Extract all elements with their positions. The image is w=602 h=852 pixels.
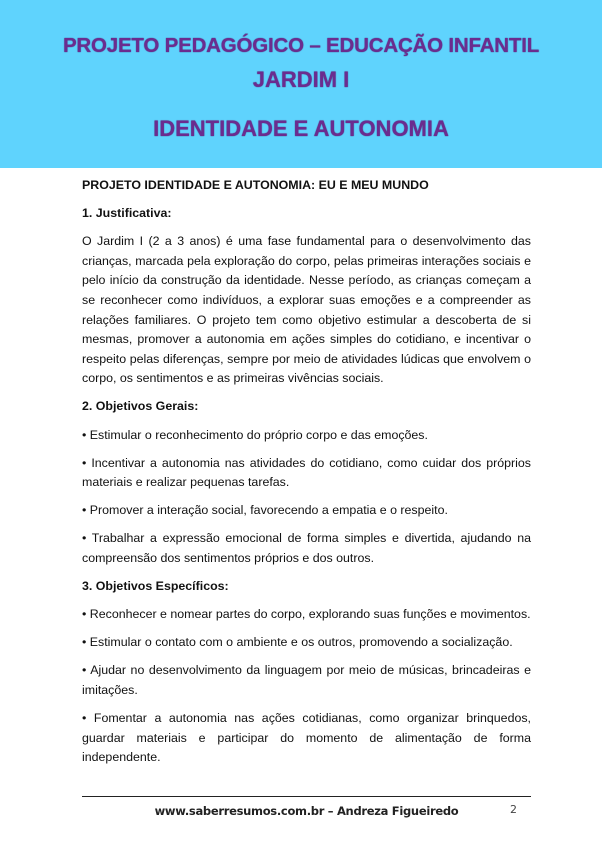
project-title: PROJETO IDENTIDADE E AUTONOMIA: EU E MEU MUNDO [82, 178, 429, 192]
page-number: 2 [510, 803, 517, 816]
list-item: • Trabalhar a expressão emocional de forma simples e divertida, ajudando na compreensão dos sentimentos próprios e dos outros. [82, 531, 531, 565]
list-item: • Incentivar a autonomia nas atividades do cotidiano, como cuidar dos próprios materiais e realizar pequenas tarefas. [82, 455, 531, 490]
section-heading-objetivos-gerais: 2. Objetivos Gerais: [82, 399, 199, 414]
banner-title: PROJETO PEDAGÓGICO – EDUCAÇÃO INFANTIL [62, 34, 540, 57]
list-item: • Ajudar no desenvolvimento da linguagem por meio de músicas, brincadeiras e imitações. [82, 663, 531, 697]
document-body [82, 176, 531, 776]
header-banner [0, 0, 602, 168]
list-item: • Fomentar a autonomia nas ações cotidianas, como organizar brinquedos, guardar materiais e participar do momento de alimentação de forma independente. [82, 711, 531, 765]
footer-text: www.saberresumos.com.br – Andreza Figueiredo [154, 804, 459, 818]
list-item: • Estimular o contato com o ambiente e os outros, promovendo a socialização. [82, 635, 513, 650]
banner-level: JARDIM I [252, 67, 350, 92]
list-item: • Promover a interação social, favorecendo a empatia e o respeito. [82, 503, 448, 518]
section-heading-objetivos-especificos: 3. Objetivos Específicos: [82, 579, 229, 594]
list-item: • Reconhecer e nomear partes do corpo, explorando suas funções e movimentos. [82, 607, 531, 622]
footer-divider [82, 796, 531, 797]
justificativa-paragraph: O Jardim I (2 a 3 anos) é uma fase fundamental para o desenvolvimento das crianças, marcada pela exploração do corpo, pelas primeiras interações sociais e pelo início da construção da identidade. Nesse período, as crianças começam a se reconhecer como indivíduos, a explorar suas emoções e a compreender as relações familiares. O projeto tem como objetivo estimular a descoberta de si mesmas, promover a autonomia em ações simples do cotidiano, e incentivar o respeito pelas diferenças, sempre por meio de atividades lúdicas que envolvem o corpo, os sentimentos e as primeiras vivências sociais. [82, 234, 531, 386]
section-heading-justificativa: 1. Justificativa: [82, 206, 172, 221]
banner-theme: IDENTIDADE E AUTONOMIA [153, 116, 449, 141]
list-item: • Estimular o reconhecimento do próprio corpo e das emoções. [82, 427, 428, 442]
